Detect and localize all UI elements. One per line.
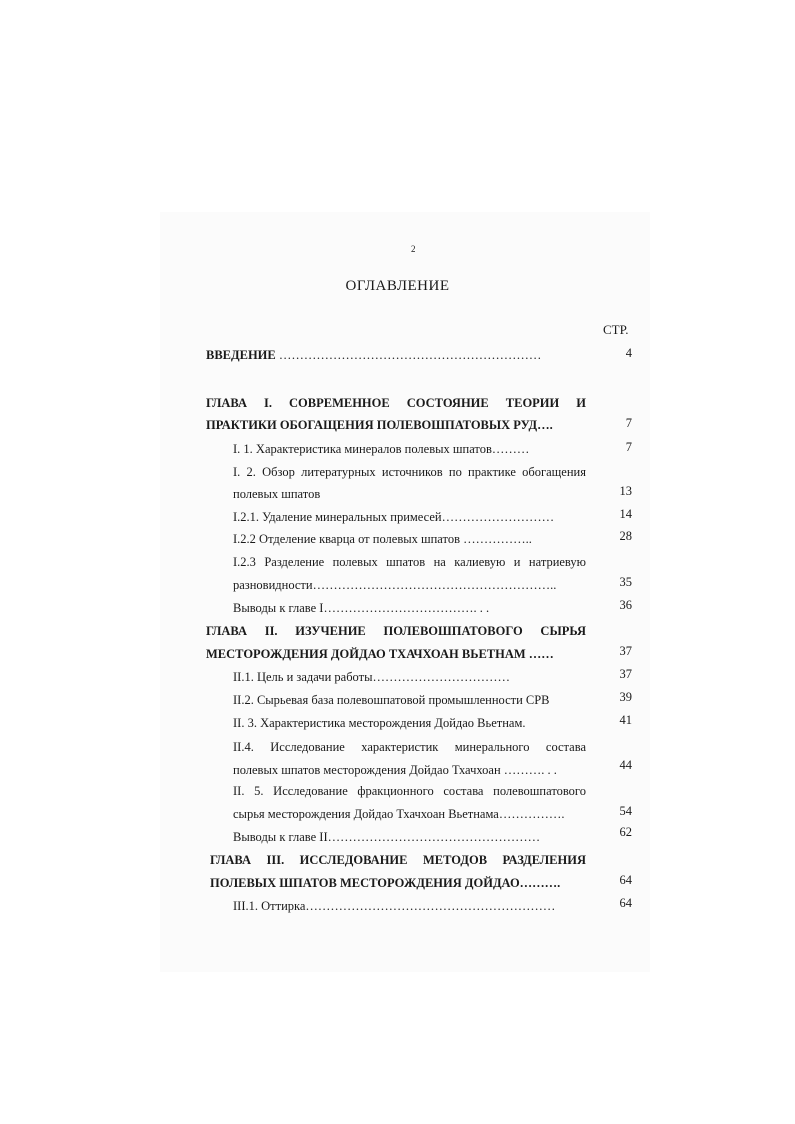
toc-entry-1-2-3-line2: разновидности…………………………………………………..	[233, 578, 557, 592]
toc-entry-1-2-line2: полевых шпатов	[233, 487, 321, 501]
intro-heading: ВВЕДЕНИЕ ………………………………………………………	[206, 348, 542, 362]
page-number: 2	[411, 244, 416, 254]
toc-entry-1-2-page: 13	[619, 484, 632, 498]
toc-entry-2-1-page: 37	[619, 667, 632, 681]
toc-entry-2-5-line1: II. 5. Исследование фракционного состава полевошпатового	[233, 784, 586, 798]
toc-entry-2-4-line2: полевых шпатов месторождения Дойдао Тхачхоан ………. . .	[233, 763, 557, 777]
toc-entry-2-4-page: 44	[619, 758, 632, 772]
toc-entry-2-conclusions-page: 62	[619, 825, 632, 839]
toc-entry-1-2-line1: I. 2. Обзор литературных источников по практике обогащения	[233, 465, 586, 479]
toc-entry-1-1-page: 7	[625, 440, 632, 454]
toc-entry-3-1-page: 64	[619, 896, 632, 910]
intro-page: 4	[625, 346, 632, 360]
toc-entry-1-conclusions-page: 36	[619, 598, 632, 612]
chapter3-title-line1: ГЛАВА III. ИССЛЕДОВАНИЕ МЕТОДОВ РАЗДЕЛЕНИЯ	[210, 853, 586, 867]
toc-entry-2-1: II.1. Цель и задачи работы……………………………	[233, 670, 511, 684]
toc-entry-1-conclusions: Выводы к главе I………………………………. . .	[233, 601, 490, 615]
chapter3-title-line2: ПОЛЕВЫХ ШПАТОВ МЕСТОРОЖДЕНИЯ ДОЙДАО……….	[210, 876, 561, 890]
toc-entry-1-2-1: I.2.1. Удаление минеральных примесей………………………	[233, 510, 555, 524]
toc-entry-2-5-line2: сырья месторождения Дойдао Тхачхоан Вьетнама…………….	[233, 807, 565, 821]
toc-entry-2-conclusions: Выводы к главе II……………………………………………	[233, 830, 541, 844]
chapter3-page: 64	[619, 873, 632, 887]
chapter1-title-line2: ПРАКТИКИ ОБОГАЩЕНИЯ ПОЛЕВОШПАТОВЫХ РУД….	[206, 418, 553, 432]
toc-entry-2-3: II. 3. Характеристика месторождения Дойдао Вьетнам.	[233, 716, 526, 730]
toc-entry-1-2-3-page: 35	[619, 575, 632, 589]
chapter1-page: 7	[625, 416, 632, 430]
toc-entry-2-4-line1: II.4. Исследование характеристик минерального состава	[233, 740, 586, 754]
toc-entry-1-1: I. 1. Характеристика минералов полевых шпатов………	[233, 442, 530, 456]
toc-entry-3-1: III.1. Оттирка……………………………………………………	[233, 899, 556, 913]
toc-entry-2-2-page: 39	[619, 690, 632, 704]
chapter2-title-line2: МЕСТОРОЖДЕНИЯ ДОЙДАО ТХАЧХОАН ВЬЕТНАМ ……	[206, 647, 554, 661]
chapter2-title-line1: ГЛАВА II. ИЗУЧЕНИЕ ПОЛЕВОШПАТОВОГО СЫРЬЯ	[206, 624, 586, 638]
toc-title: ОГЛАВЛЕНИЕ	[345, 278, 450, 294]
page-column-header: СТР.	[603, 322, 629, 337]
toc-entry-1-2-2-page: 28	[619, 529, 632, 543]
toc-entry-1-2-2: I.2.2 Отделение кварца от полевых шпатов ……………..	[233, 532, 532, 546]
toc-entry-2-2: II.2. Сырьевая база полевошпатовой промышленности СРВ	[233, 693, 550, 707]
chapter1-title-line1: ГЛАВА I. СОВРЕМЕННОЕ СОСТОЯНИЕ ТЕОРИИ И	[206, 396, 586, 410]
toc-entry-1-2-3-line1: I.2.3 Разделение полевых шпатов на калиевую и натриевую	[233, 555, 586, 569]
toc-entry-2-3-page: 41	[619, 713, 632, 727]
toc-entry-2-5-page: 54	[619, 804, 632, 818]
chapter2-page: 37	[619, 644, 632, 658]
toc-entry-1-2-1-page: 14	[619, 507, 632, 521]
